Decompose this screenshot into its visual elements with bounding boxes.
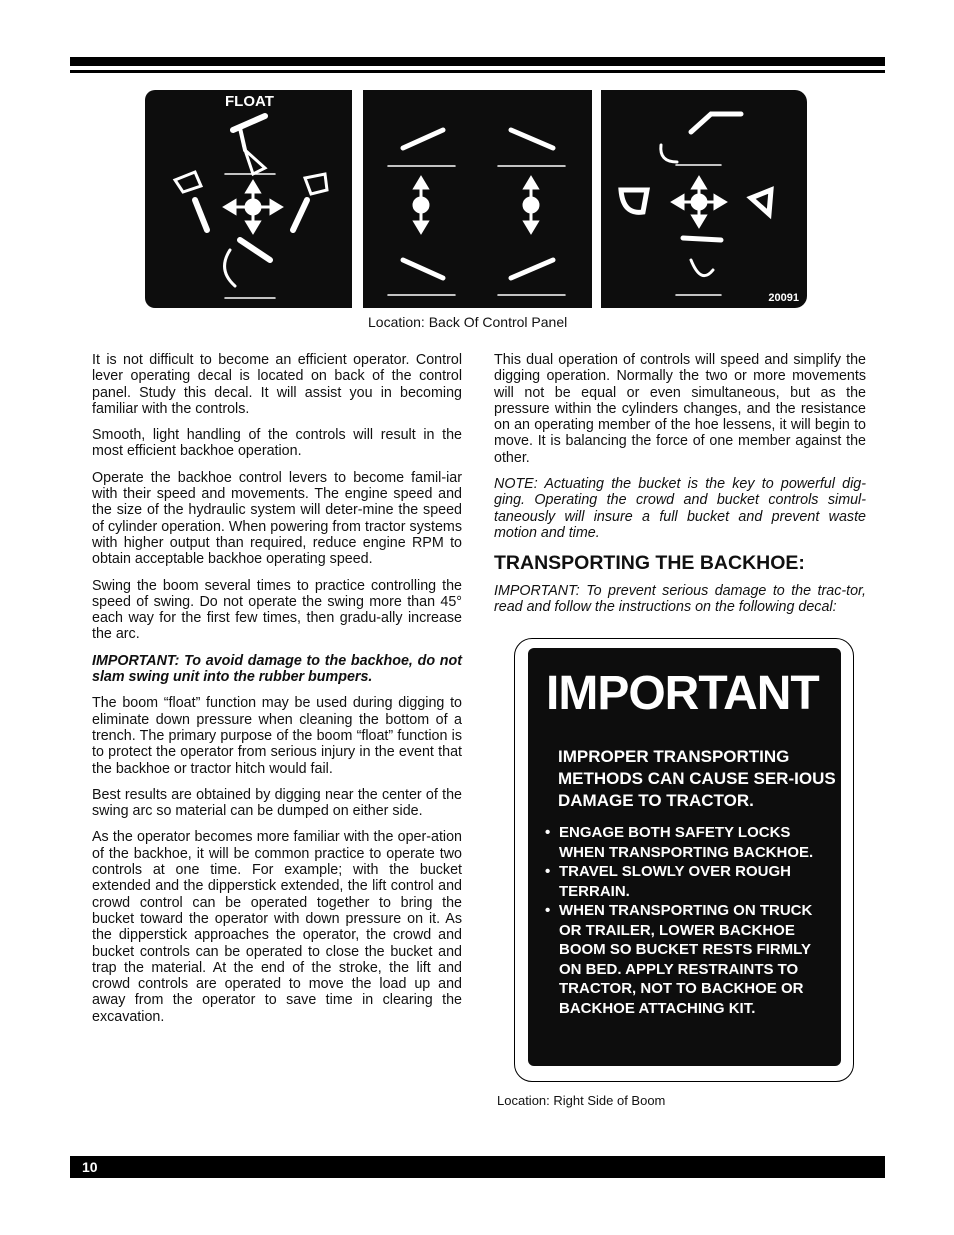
transport-important-note: IMPORTANT: To prevent serious damage to the trac-tor, read and follow the instructions on the following decal: [494, 583, 866, 616]
float-label: FLOAT [225, 93, 274, 110]
bucket-diagram-icon [601, 90, 807, 308]
top-rule [70, 57, 885, 66]
page-number: 10 [82, 1159, 98, 1175]
decal-panel-bucket [601, 90, 807, 308]
note-paragraph: NOTE: Actuating the bucket is the key to powerful dig-ging. Operating the crowd and bucket controls simul-taneously will insure a full bucket and prevent waste motion and time. [494, 476, 866, 541]
paragraph: Best results are obtained by digging near the center of the swing arc so material can be dumped on either side. [92, 786, 462, 820]
decal-title: IMPORTANT [546, 667, 819, 720]
decal-bullet: • TRAVEL SLOWLY OVER ROUGH TERRAIN. [542, 862, 832, 901]
decal-subtitle: IMPROPER TRANSPORTING METHODS CAN CAUSE SER-IOUS DAMAGE TO TRACTOR. [558, 747, 836, 810]
paragraph: Smooth, light handling of the controls will result in the most efficient backhoe operation. [92, 427, 462, 460]
left-column [92, 352, 462, 1035]
section-heading: TRANSPORTING THE BACKHOE: [494, 552, 805, 574]
decal-panel-crowd [363, 90, 592, 308]
boom-swing-diagram-icon [145, 90, 352, 308]
paragraph: As the operator becomes more familiar with the oper-ation of the backhoe, it will be common practice to operate two controls at one time. For example; with the bucket extended and the dipperstick extended, the lift control and crowd control can be operated together to bring the bucket toward the operator with down pressure on it. As the dipperstick approaches the operator, the crowd and bucket controls can be operated to close the bucket and trap the material. At the end of the stroke, the lift and crowd controls are operated to move the load up and away from the operator to save time in clearing the excavation. [92, 829, 462, 1025]
paragraph: It is not difficult to become an efficient operator. Control lever operating decal is located on back of the control panel. Study this decal. It will assist you in becoming familiar with the controls. [92, 352, 462, 417]
important-decal [528, 648, 841, 1066]
boom-decal-caption: Location: Right Side of Boom [497, 1093, 666, 1108]
decal-number: 20091 [768, 292, 799, 304]
paragraph: Swing the boom several times to practice controlling the speed of swing. Do not operate the swing more than 45° each way for the first few times, then gradu-ally increase the arc. [92, 577, 462, 643]
paragraph: Operate the backhoe control levers to become famil-iar with their speed and movements. The engine speed and the size of the hydraulic system will deter-mine the speed of cylinder operation. When powering from tractor systems with higher output than required, reduce engine RPM to obtain acceptable backhoe operating speed. [92, 469, 462, 568]
decal-panel-boom-swing [145, 90, 352, 308]
right-column [494, 352, 866, 551]
decal-bullet: • WHEN TRANSPORTING ON TRUCK OR TRAILER, LOWER BACKHOE BOOM SO BUCKET RESTS FIRMLY ON BED. APPLY RESTRAINTS TO TRACTOR, NOT TO BACKHOE OR BACKHOE ATTACHING KIT. [542, 901, 832, 1018]
paragraph: The boom “float” function may be used during digging to eliminate down pressure when cleaning the bottom of a trench. The primary purpose of the boom “float” function is to protect the operator from serious injury in the event that the backhoe or tractor hitch would fail. [92, 695, 462, 777]
footer-bar [70, 1156, 885, 1178]
paragraph: This dual operation of controls will speed and simplify the digging operation. Normally the two or more movements will not be equal or even simultaneous, but as the pressure within the cylinders changes, and the resistance on an operating member of the hoe lessens, it will begin to move. It is balancing the force of one member against the other. [494, 352, 866, 466]
top-rule-thin [70, 70, 885, 73]
important-note: IMPORTANT: To avoid damage to the backhoe, do not slam swing unit into the rubber bumpers. [92, 652, 462, 686]
control-panel-caption: Location: Back Of Control Panel [368, 314, 568, 330]
decal-bullet-list [542, 823, 832, 1018]
crowd-diagram-icon [363, 90, 592, 308]
decal-bullet: • ENGAGE BOTH SAFETY LOCKS WHEN TRANSPORTING BACKHOE. [542, 823, 832, 862]
